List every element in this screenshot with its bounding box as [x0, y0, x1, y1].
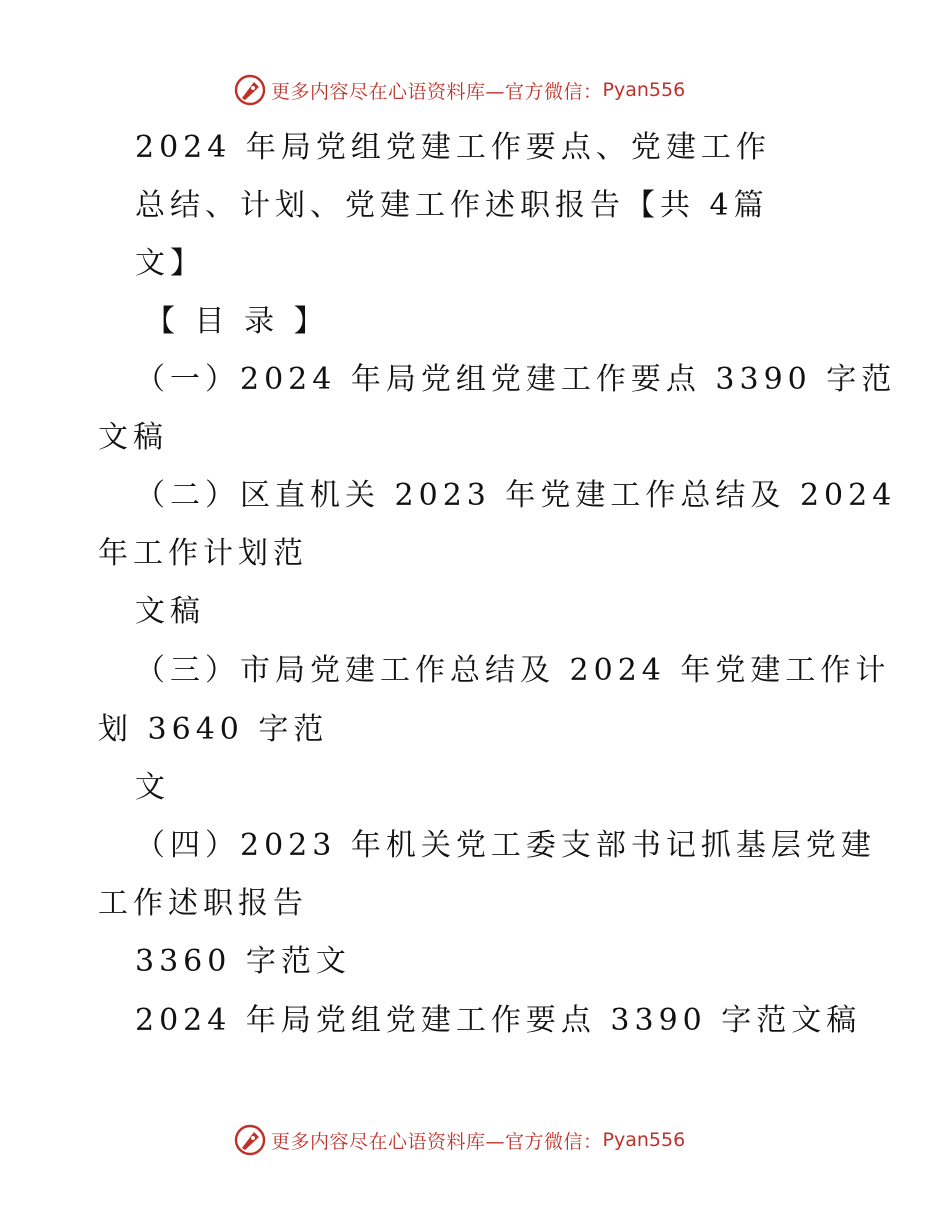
title-line-3: 文】	[135, 246, 205, 281]
toc-item-1-line-2: 文稿	[98, 420, 168, 455]
toc-item-3-line-3: 文	[135, 770, 170, 805]
section-heading: 2024 年局党组党建工作要点 3390 字范文稿	[135, 1003, 862, 1038]
watermark-text: 更多内容尽在心语资料库—官方微信：	[271, 80, 603, 103]
pen-nib-logo-icon	[233, 1123, 267, 1157]
title-line-1: 2024 年局党组党建工作要点、党建工作	[135, 130, 771, 165]
watermark-wechat-id: Pyan556	[602, 79, 686, 101]
watermark-wechat-id: Pyan556	[602, 1129, 686, 1151]
toc-item-4-line-3: 3360 字范文	[135, 944, 351, 979]
watermark-header	[233, 72, 685, 108]
toc-item-4-line-2: 工作述职报告	[98, 886, 308, 921]
watermark-footer	[233, 1122, 685, 1158]
toc-item-3-line-2: 划 3640 字范	[98, 712, 329, 747]
toc-item-4-line-1: （四）2023 年机关党工委支部书记抓基层党建	[135, 828, 876, 863]
toc-item-2-line-2: 年工作计划范	[98, 536, 308, 571]
title-line-2: 总结、计划、党建工作述职报告【共 4篇	[135, 188, 769, 223]
toc-item-3-line-1: （三）市局党建工作总结及 2024 年党建工作计	[135, 653, 891, 688]
toc-item-2-line-3: 文稿	[135, 594, 205, 629]
toc-item-2-line-1: （二）区直机关 2023 年党建工作总结及 2024	[135, 478, 897, 513]
pen-nib-logo-icon	[233, 73, 267, 107]
toc-item-1-line-1: （一）2024 年局党组党建工作要点 3390 字范	[135, 362, 897, 397]
toc-heading: 【 目 录 】	[145, 304, 329, 339]
watermark-text: 更多内容尽在心语资料库—官方微信：	[271, 1130, 603, 1153]
